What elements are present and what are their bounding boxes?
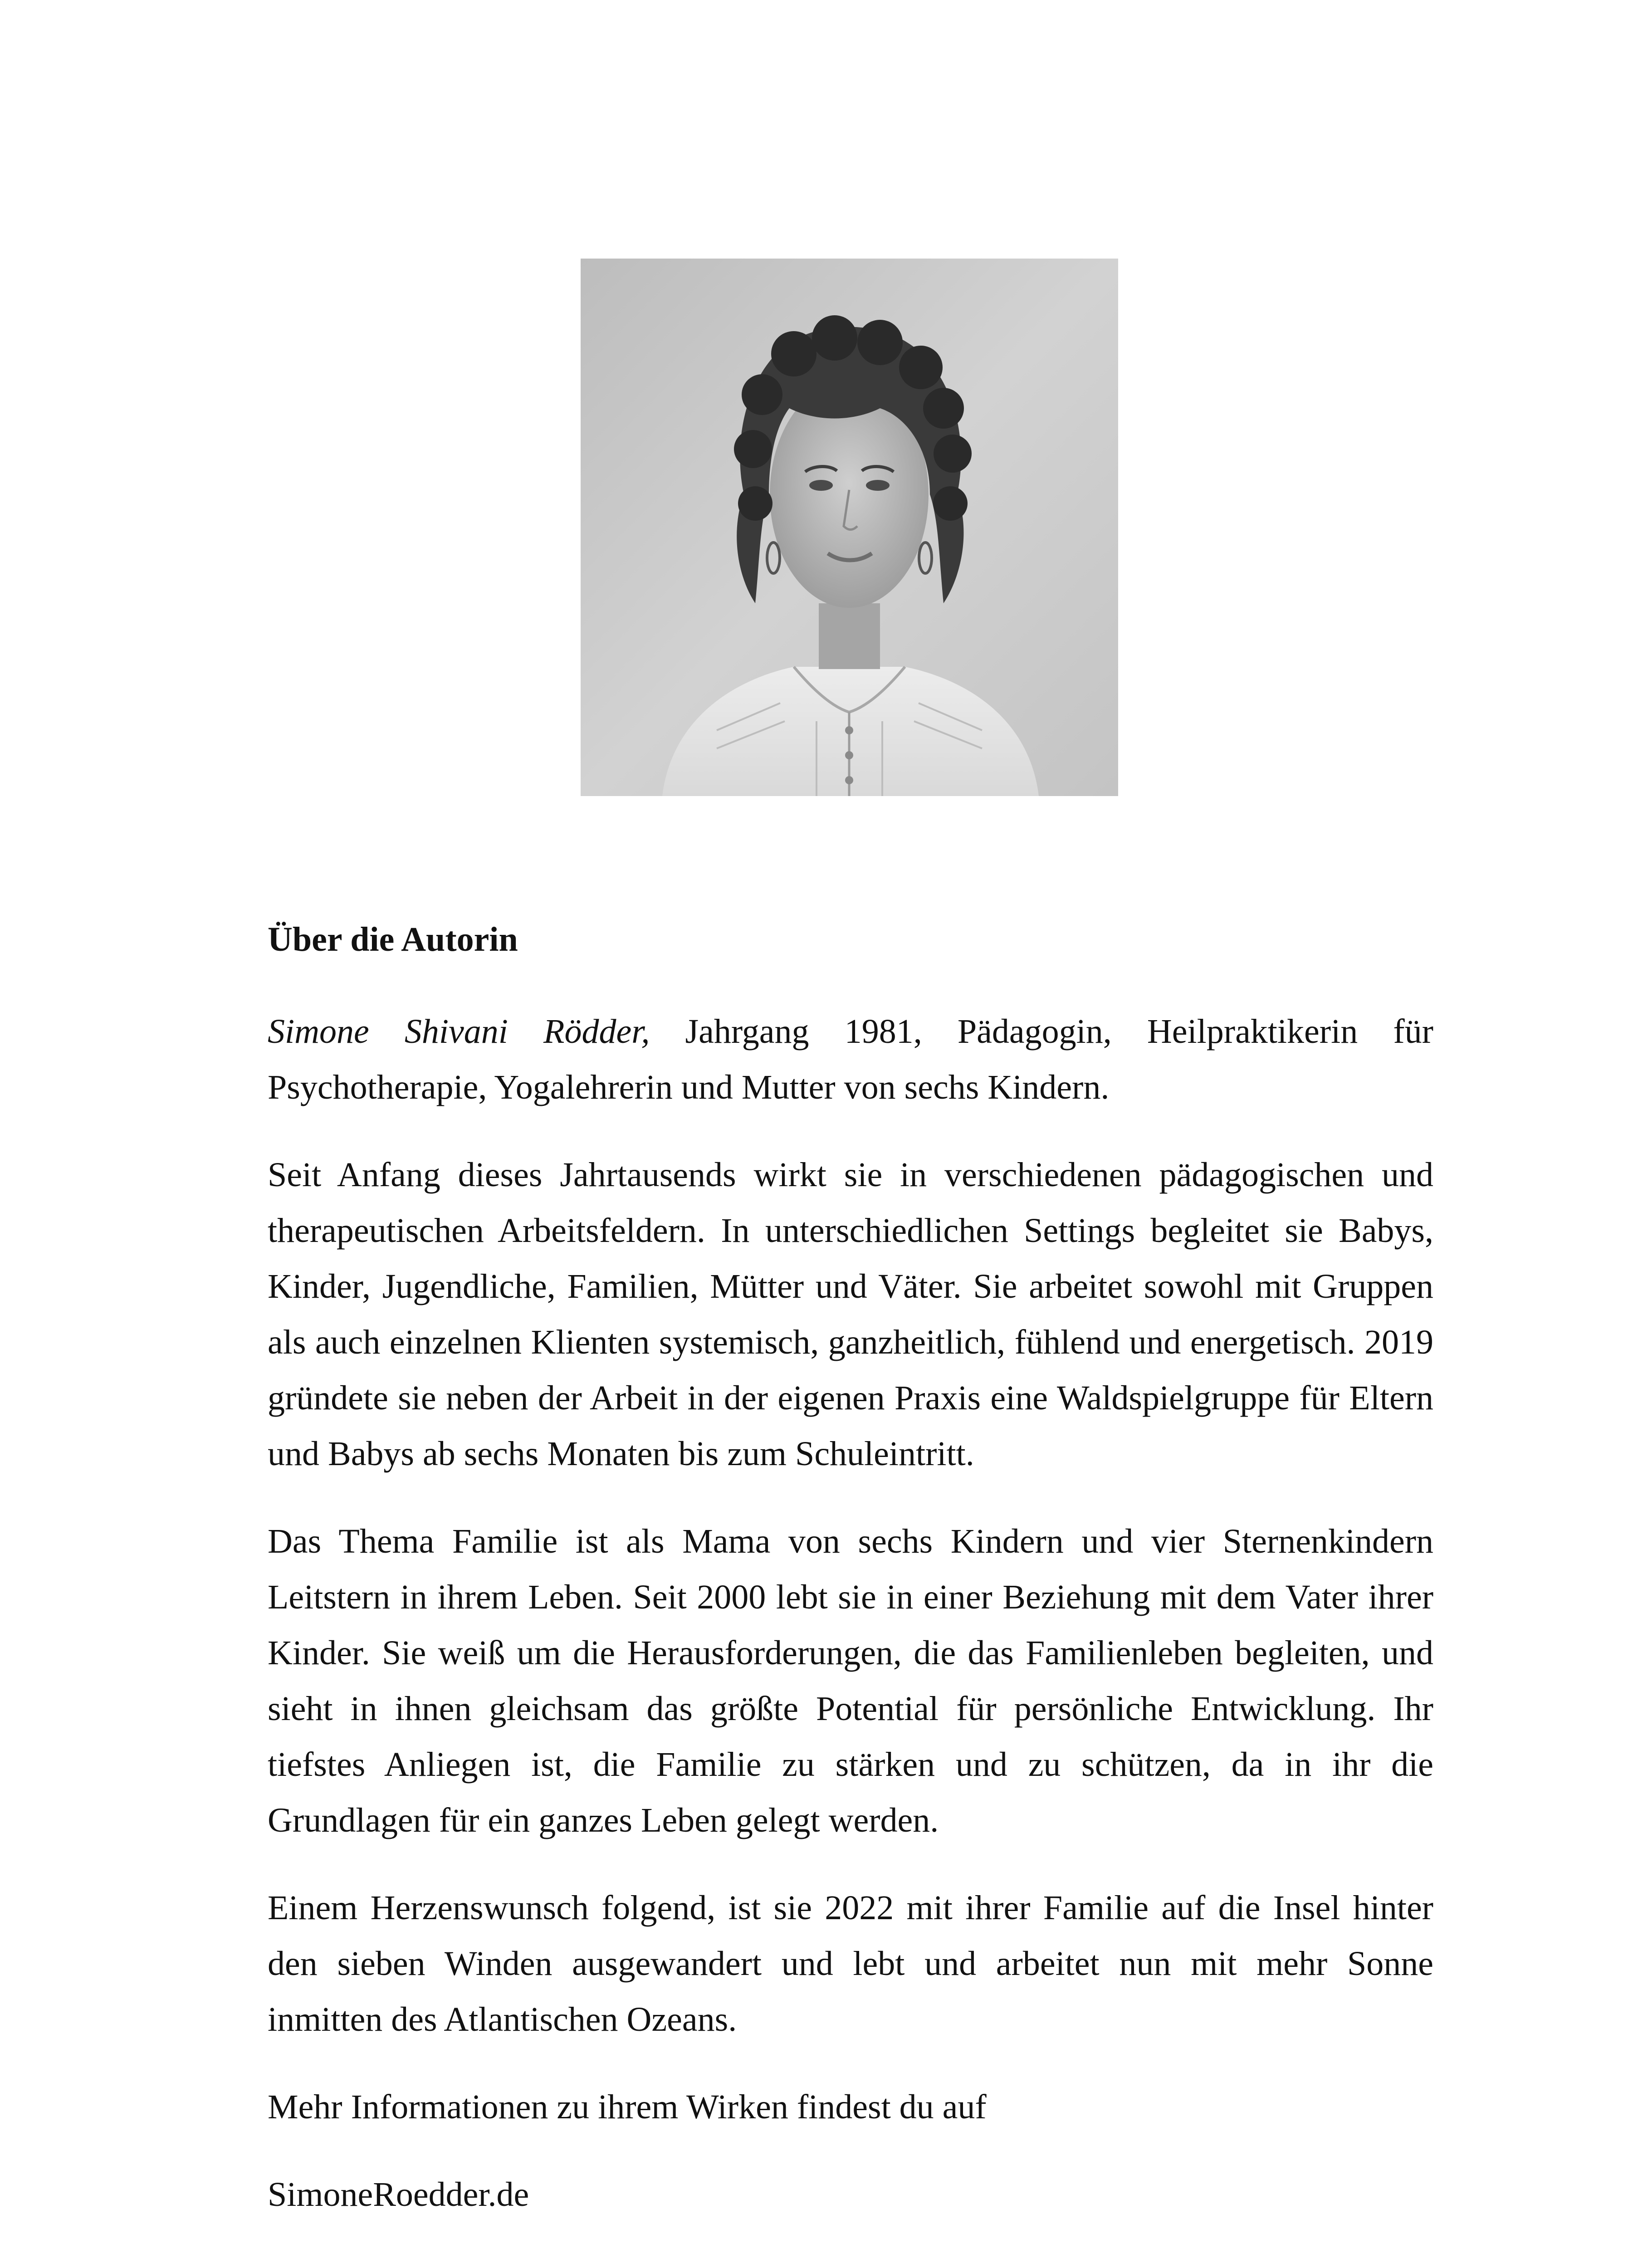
- more-info-text: Mehr Informationen zu ihrem Wirken findest du auf: [268, 2088, 987, 2126]
- author-bio: [268, 912, 1433, 2254]
- bio-paragraph-career: Seit Anfang dieses Jahrtausends wirkt sie in verschiedenen pädagogischen und therapeutischen Arbeitsfeldern. In unterschiedlichen Settings begleitet sie Babys, Kinder, Jugendliche, Familien, Mütter und Väter. Sie arbeitet sowohl mit Gruppen als auch einzelnen Klienten systemisch, ganzheitlich, fühlend und energetisch. 2019 gründete sie neben der Arbeit in der eigenen Praxis eine Waldspielgruppe für Eltern und Babys ab sechs Monaten bis zum Schuleintritt.: [268, 1156, 1433, 1473]
- portrait-illustration: [581, 259, 1118, 796]
- bio-paragraph-family: Das Thema Familie ist als Mama von sechs Kindern und vier Sternenkindern Leitstern in ihrem Leben. Seit 2000 lebt sie in einer Beziehung mit dem Vater ihrer Kinder. Sie weiß um die Herausforderungen, die das Familienleben begleiten, und sieht in ihnen gleichsam das größte Potential für persönliche Entwicklung. Ihr tiefstes Anliegen ist, die Familie zu stärken und zu schützen, da in ihr die Grundlagen für ein ganzes Leben gelegt werden.: [268, 1522, 1433, 1839]
- intro-paragraph: [268, 1004, 1433, 1115]
- website-link[interactable]: SimoneRoedder.de: [268, 2175, 529, 2214]
- bio-paragraph-emigration: Einem Herzenswunsch folgend, ist sie 2022 mit ihrer Familie auf die Insel hinter den sieben Winden ausgewandert und lebt und arbeitet nun mit mehr Sonne inmitten des Atlantischen Ozeans.: [268, 1889, 1433, 2038]
- intro-text: Jahrgang 1981, Pädagogin, Heilpraktikerin für Psychotherapie, Yogalehrerin und Mutter von sechs Kindern.: [268, 1012, 1433, 1106]
- section-heading: Über die Autorin: [268, 920, 518, 958]
- author-portrait: [581, 259, 1118, 796]
- author-name: Simone Shivani Rödder,: [268, 1012, 650, 1051]
